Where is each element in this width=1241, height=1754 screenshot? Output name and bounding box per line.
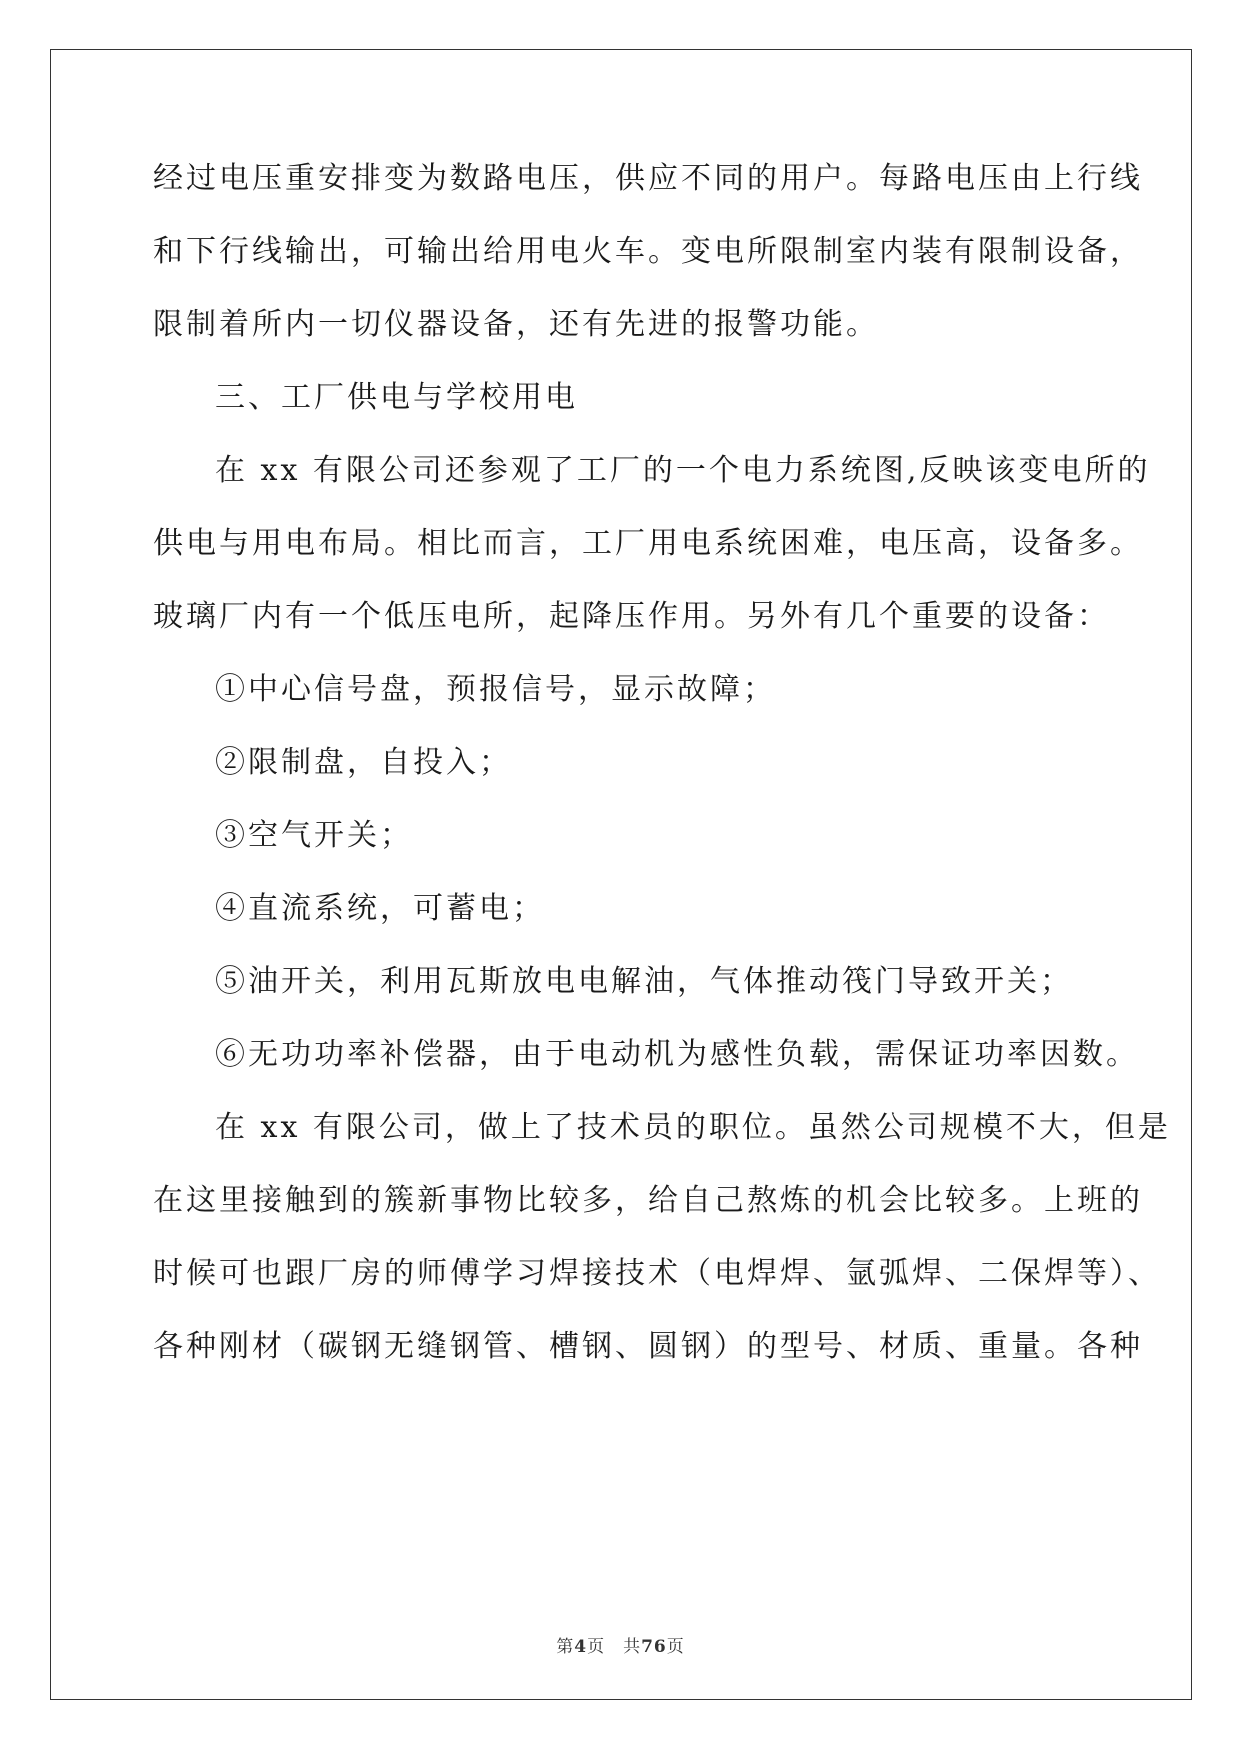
list-item: ①中心信号盘，预报信号，显示故障； [215,672,776,707]
section-heading: 三、工厂供电与学校用电 [215,380,578,415]
text-line: 和下行线输出，可输出给用电火车。变电所限制室内装有限制设备， [153,234,1143,269]
list-item: ②限制盘，自投入； [215,745,512,780]
list-item: ④直流系统，可蓄电； [215,891,545,926]
text-line: 在这里接触到的簇新事物比较多，给自己熬炼的机会比较多。上班的 [153,1183,1143,1218]
list-item: ⑤油开关，利用瓦斯放电电解油，气体推动筏门导致开关； [215,964,1073,999]
footer-prefix: 第 [556,1637,575,1657]
page-number: 4 [574,1637,588,1657]
total-pages: 76 [641,1637,667,1657]
text-line: 在 xx 有限公司还参观了工厂的一个电力系统图,反映该变电所的 [215,453,1151,488]
page-footer [0,1632,1241,1657]
text-line: 供电与用电布局。相比而言，工厂用电系统困难，电压高，设备多。 [153,526,1143,561]
text-line: 限制着所内一切仪器设备，还有先进的报警功能。 [153,307,879,342]
footer-middle: 页 共 [587,1637,642,1657]
text-line: 时候可也跟厂房的师傅学习焊接技术（电焊焊、氩弧焊、二保焊等）、 [153,1256,1161,1291]
text-line: 经过电压重安排变为数路电压，供应不同的用户。每路电压由上行线 [153,161,1143,196]
list-item: ⑥无功功率补偿器，由于电动机为感性负载，需保证功率因数。 [215,1037,1139,1072]
list-item: ③空气开关； [215,818,413,853]
footer-suffix: 页 [666,1637,685,1657]
page-border [50,49,1192,1700]
text-line: 在 xx 有限公司，做上了技术员的职位。虽然公司规模不大，但是 [215,1110,1171,1145]
text-line: 各种刚材（碳钢无缝钢管、槽钢、圆钢）的型号、材质、重量。各种 [153,1329,1143,1364]
text-line: 玻璃厂内有一个低压电所，起降压作用。另外有几个重要的设备： [153,599,1110,634]
